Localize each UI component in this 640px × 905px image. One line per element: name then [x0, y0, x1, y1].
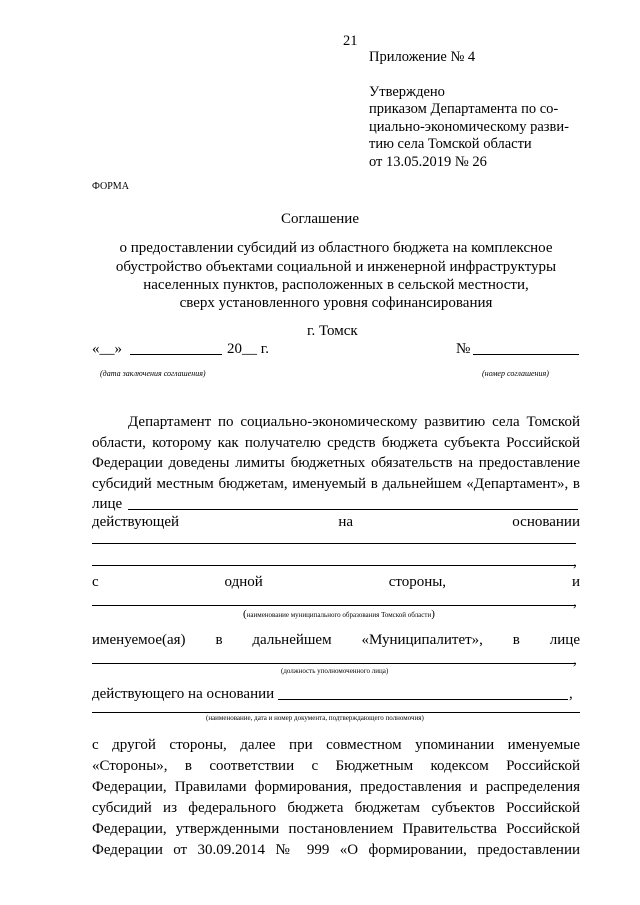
- side-word: одной: [224, 574, 263, 590]
- comma: ,: [569, 686, 573, 702]
- subtitle-line: населенных пунктов, расположенных в сельской местности,: [143, 277, 529, 293]
- side-word: и: [571, 574, 580, 590]
- city: г. Томск: [307, 323, 358, 339]
- page-number: 21: [343, 33, 358, 49]
- paragraph-line: Федерации, Правилами формирования, предоставления и распределения: [92, 779, 580, 795]
- number-blank[interactable]: [473, 354, 579, 355]
- named-word: именуемое(ая): [92, 632, 186, 648]
- comma: ,: [573, 594, 577, 610]
- paragraph-line: субсидий местным бюджетам, именуемый в дальнейшем «Департамент», в: [92, 476, 580, 492]
- municipality-caption-text: наименование муниципального образования Томской области: [246, 611, 432, 619]
- acting-word: основании: [512, 514, 580, 530]
- named-word: в: [215, 632, 223, 648]
- acting-row: [92, 512, 580, 532]
- side-word: с: [92, 574, 99, 590]
- date-day: «__»: [92, 341, 122, 357]
- representative-blank[interactable]: [128, 509, 578, 510]
- comma: ,: [573, 652, 577, 668]
- subtitle-line: о предоставлении субсидий из областного бюджета на комплексное: [119, 240, 553, 256]
- municipality-caption: (наименование муниципального образования Томской области): [243, 608, 435, 620]
- appendix-line: циально-экономическому разви-: [369, 119, 569, 135]
- appendix-line: тию села Томской области: [369, 136, 532, 152]
- subtitle-line: сверх установленного уровня софинансирования: [179, 295, 493, 311]
- appendix-date: от 13.05.2019 № 26: [369, 154, 487, 170]
- acting-word: на: [338, 514, 354, 530]
- paragraph-line: Федерации, утвержденными постановлением Правительства Российской: [92, 821, 580, 837]
- position-caption: (должность уполномоченного лица): [281, 667, 389, 675]
- number-caption: (номер соглашения): [482, 369, 549, 378]
- paragraph-line: «Стороны», в соответствии с Бюджетным кодексом Российской: [92, 758, 580, 774]
- date-year: 20__ г.: [227, 341, 269, 357]
- basis-blank-1[interactable]: [92, 543, 576, 544]
- position-blank[interactable]: [92, 663, 576, 664]
- paragraph-line: субсидий из федерального бюджета бюджетам субъектов Российской: [92, 800, 580, 816]
- subtitle-line: обустройство объектами социальной и инженерной инфраструктуры: [115, 259, 557, 275]
- date-month-blank[interactable]: [130, 354, 222, 355]
- appendix-line: приказом Департамента по со-: [369, 101, 559, 117]
- acting-word: действующей: [92, 514, 180, 530]
- side-row: [92, 572, 580, 592]
- paragraph-line: Департамент по социально-экономическому развитию села Томской: [128, 414, 580, 430]
- document-underline: [92, 712, 580, 713]
- approved-label: Утверждено: [369, 84, 445, 100]
- side-word: стороны,: [388, 574, 447, 590]
- basis-label: действующего на основании: [92, 686, 275, 702]
- doc-title: Соглашение: [281, 211, 359, 227]
- basis-blank-2[interactable]: [92, 565, 576, 566]
- paragraph-line: с другой стороны, далее при совместном упоминании именуемые: [92, 737, 580, 753]
- named-word: в: [512, 632, 520, 648]
- municipality-blank[interactable]: [92, 605, 576, 606]
- comma: ,: [573, 554, 577, 570]
- paragraph-line: Федерации доведены лимиты бюджетных обязательств на предоставление: [92, 455, 580, 471]
- named-row: [92, 630, 580, 650]
- document-blank[interactable]: [278, 699, 568, 700]
- face-label: лице: [92, 496, 123, 512]
- date-caption: (дата заключения соглашения): [100, 369, 206, 378]
- paragraph-line: Федерации от 30.09.2014 № 999 «О формировании, предоставлении: [92, 842, 580, 858]
- form-label: ФОРМА: [92, 181, 129, 192]
- named-word: «Муниципалитет»,: [361, 632, 483, 648]
- named-word: дальнейшем: [252, 632, 332, 648]
- number-sign: №: [456, 341, 471, 357]
- paragraph-line: области, которому как получателю средств бюджета субъекта Российской: [92, 435, 580, 451]
- named-word: лице: [549, 632, 580, 648]
- document-caption: (наименование, дата и номер документа, подтверждающего полномочия): [206, 714, 424, 722]
- appendix-title: Приложение № 4: [369, 49, 476, 65]
